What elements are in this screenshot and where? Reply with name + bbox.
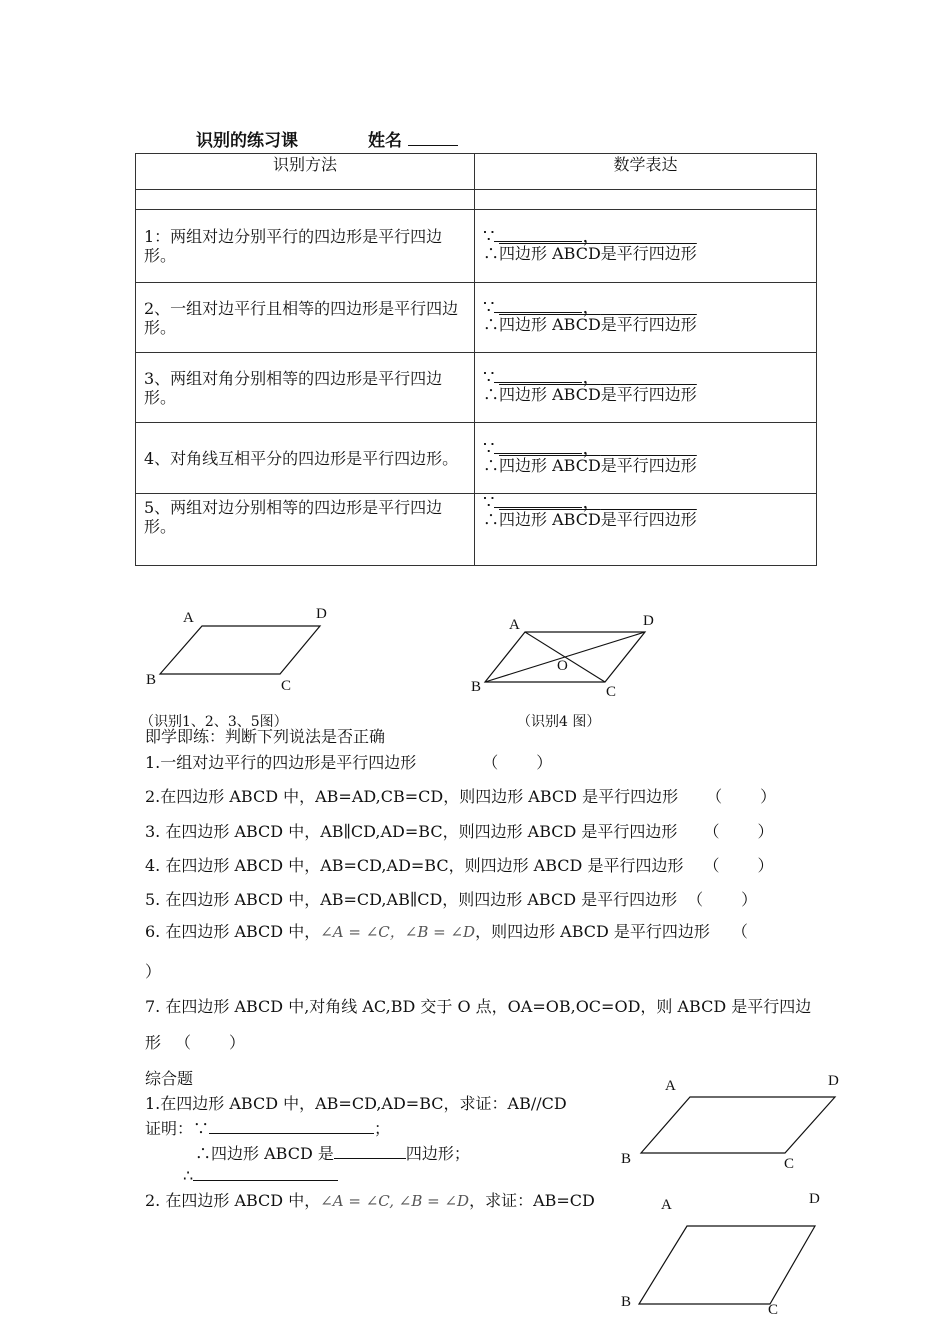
therefore-symbol: ∴ — [483, 243, 500, 263]
header-method: 识别方法 — [136, 154, 475, 190]
vertex-label-d: D — [643, 613, 654, 629]
practice-heading: 即学即练：判断下列说法是否正确 — [145, 727, 386, 746]
comprehensive-q1: 1.在四边形 ABCD 中，AB=CD,AD=BC，求证：AB//CD — [145, 1094, 567, 1113]
comprehensive-heading: 综合题 — [145, 1069, 194, 1088]
vertex-label-d: D — [316, 606, 327, 622]
vertex-label-a: A — [661, 1197, 672, 1213]
therefore-symbol: ∴ — [483, 385, 500, 404]
method-cell: 5、两组对边分别相等的四边形是平行四边形。 — [136, 494, 475, 566]
practice-item-7: 7. 在四边形 ABCD 中,对角线 AC,BD 交于 O 点，OA=OB,OC=OD，则 ABCD 是平行四边 — [145, 997, 812, 1016]
center-label-o: O — [557, 658, 568, 674]
condition-blank[interactable] — [494, 372, 582, 383]
since-symbol: ∵ — [483, 225, 495, 247]
expression-cell: ∵ ， ∴四边形 ABCD是平行四边形 — [475, 283, 817, 353]
vertex-label-c: C — [784, 1156, 795, 1172]
therefore-symbol: ∴ — [483, 510, 500, 529]
answer-slot[interactable]: ） — [536, 753, 553, 772]
condition-blank[interactable] — [494, 443, 582, 454]
vertex-label-b: B — [471, 679, 482, 695]
answer-slot[interactable]: ） — [757, 856, 774, 875]
header-expression: 数学表达 — [475, 154, 817, 190]
method-cell: 2、一组对边平行且相等的四边形是平行四边形。 — [136, 283, 475, 353]
answer-slot[interactable]: ） — [229, 1033, 246, 1052]
vertex-label-c: C — [768, 1302, 779, 1318]
vertex-label-d: D — [828, 1073, 839, 1089]
practice-item-3: 3. 在四边形 ABCD 中，AB∥CD,AD=BC，则四边形 ABCD 是平行四边形 （ ） — [145, 819, 773, 842]
method-cell: 4、对角线互相平分的四边形是平行四边形。 — [136, 423, 475, 494]
practice-item-6: 6. 在四边形 ABCD 中，∠A = ∠C，∠B = ∠D，则四边形 ABCD 是平行四边形 （ — [145, 922, 748, 941]
practice-item-4: 4. 在四边形 ABCD 中，AB=CD,AD=BC，则四边形 ABCD 是平行四边形 （ ） — [145, 853, 773, 876]
vertex-label-c: C — [281, 678, 292, 694]
answer-slot[interactable]: ） — [760, 787, 777, 806]
figure-1-caption: （识别1、2、3、5图） — [140, 714, 288, 730]
condition-blank[interactable] — [494, 497, 582, 508]
angle-condition: ∠A = ∠C, ∠B = ∠D — [320, 1192, 470, 1210]
vertex-label-a: A — [665, 1078, 676, 1094]
parallelogram-figure-4 — [615, 1188, 845, 1318]
proof-blank-2[interactable] — [334, 1144, 406, 1159]
proof-blank-1[interactable] — [209, 1119, 374, 1134]
worksheet-title: 识别的练习课 — [196, 131, 298, 151]
parallelogram-figure-2 — [465, 608, 675, 703]
angle-condition: ∠A = ∠C，∠B = ∠D — [320, 923, 476, 941]
proof-blank-3[interactable] — [193, 1166, 338, 1181]
method-cell: 1：两组对边分别平行的四边形是平行四边形。 — [136, 210, 475, 283]
expression-cell: ∵ ， ∴四边形 ABCD是平行四边形 — [475, 423, 817, 494]
name-label: 姓名 — [368, 131, 402, 151]
proof-line-3: ∴ — [183, 1166, 338, 1185]
comprehensive-q2: 2. 在四边形 ABCD 中，∠A = ∠C, ∠B = ∠D，求证：AB=CD — [145, 1191, 595, 1210]
vertex-label-a: A — [509, 617, 520, 633]
expression-cell: ∵ ， ∴四边形 ABCD是平行四边形 — [475, 210, 817, 283]
therefore-symbol: ∴ — [483, 455, 500, 475]
expression-cell: ∵ ， ∴四边形 ABCD是平行四边形 — [475, 494, 817, 566]
parallelogram-figure-1 — [140, 600, 340, 700]
identification-table — [135, 153, 817, 566]
vertex-label-b: B — [621, 1294, 632, 1310]
name-blank[interactable] — [408, 145, 458, 146]
vertex-label-b: B — [621, 1151, 632, 1167]
vertex-label-b: B — [146, 672, 157, 688]
since-symbol: ∵ — [483, 367, 495, 388]
practice-item-6-close[interactable]: ） — [145, 962, 162, 981]
condition-blank[interactable] — [494, 231, 582, 242]
since-symbol: ∵ — [483, 437, 495, 459]
answer-slot[interactable]: ） — [741, 890, 758, 909]
empty-cell — [475, 190, 817, 210]
vertex-label-a: A — [183, 610, 194, 626]
since-symbol: ∵ — [483, 492, 495, 513]
practice-item-5: 5. 在四边形 ABCD 中，AB=CD,AB∥CD，则四边形 ABCD 是平行四边形 （ ） — [145, 887, 757, 910]
practice-item-1: 1.一组对边平行的四边形是平行四边形 （ ） — [145, 750, 552, 773]
vertex-label-d: D — [809, 1191, 820, 1207]
method-cell: 3、两组对角分别相等的四边形是平行四边形。 — [136, 353, 475, 423]
practice-item-2: 2.在四边形 ABCD 中，AB=AD,CB=CD，则四边形 ABCD 是平行四边形 （ ） — [145, 784, 776, 807]
since-symbol: ∵ — [483, 297, 495, 318]
parallelogram-figure-3 — [615, 1070, 845, 1175]
vertex-label-c: C — [606, 684, 617, 700]
proof-line-2: ∴四边形 ABCD 是 四边形； — [195, 1144, 470, 1163]
empty-cell — [136, 190, 475, 210]
answer-slot[interactable]: ） — [757, 822, 774, 841]
condition-blank[interactable] — [494, 302, 582, 313]
practice-item-7-cont: 形 （ ） — [145, 1030, 245, 1053]
expression-cell: ∵ ， ∴四边形 ABCD是平行四边形 — [475, 353, 817, 423]
therefore-symbol: ∴ — [483, 315, 500, 334]
figure-2-caption: （识别4 图） — [517, 714, 601, 730]
proof-line-1: 证明：∵ ； — [145, 1119, 391, 1138]
